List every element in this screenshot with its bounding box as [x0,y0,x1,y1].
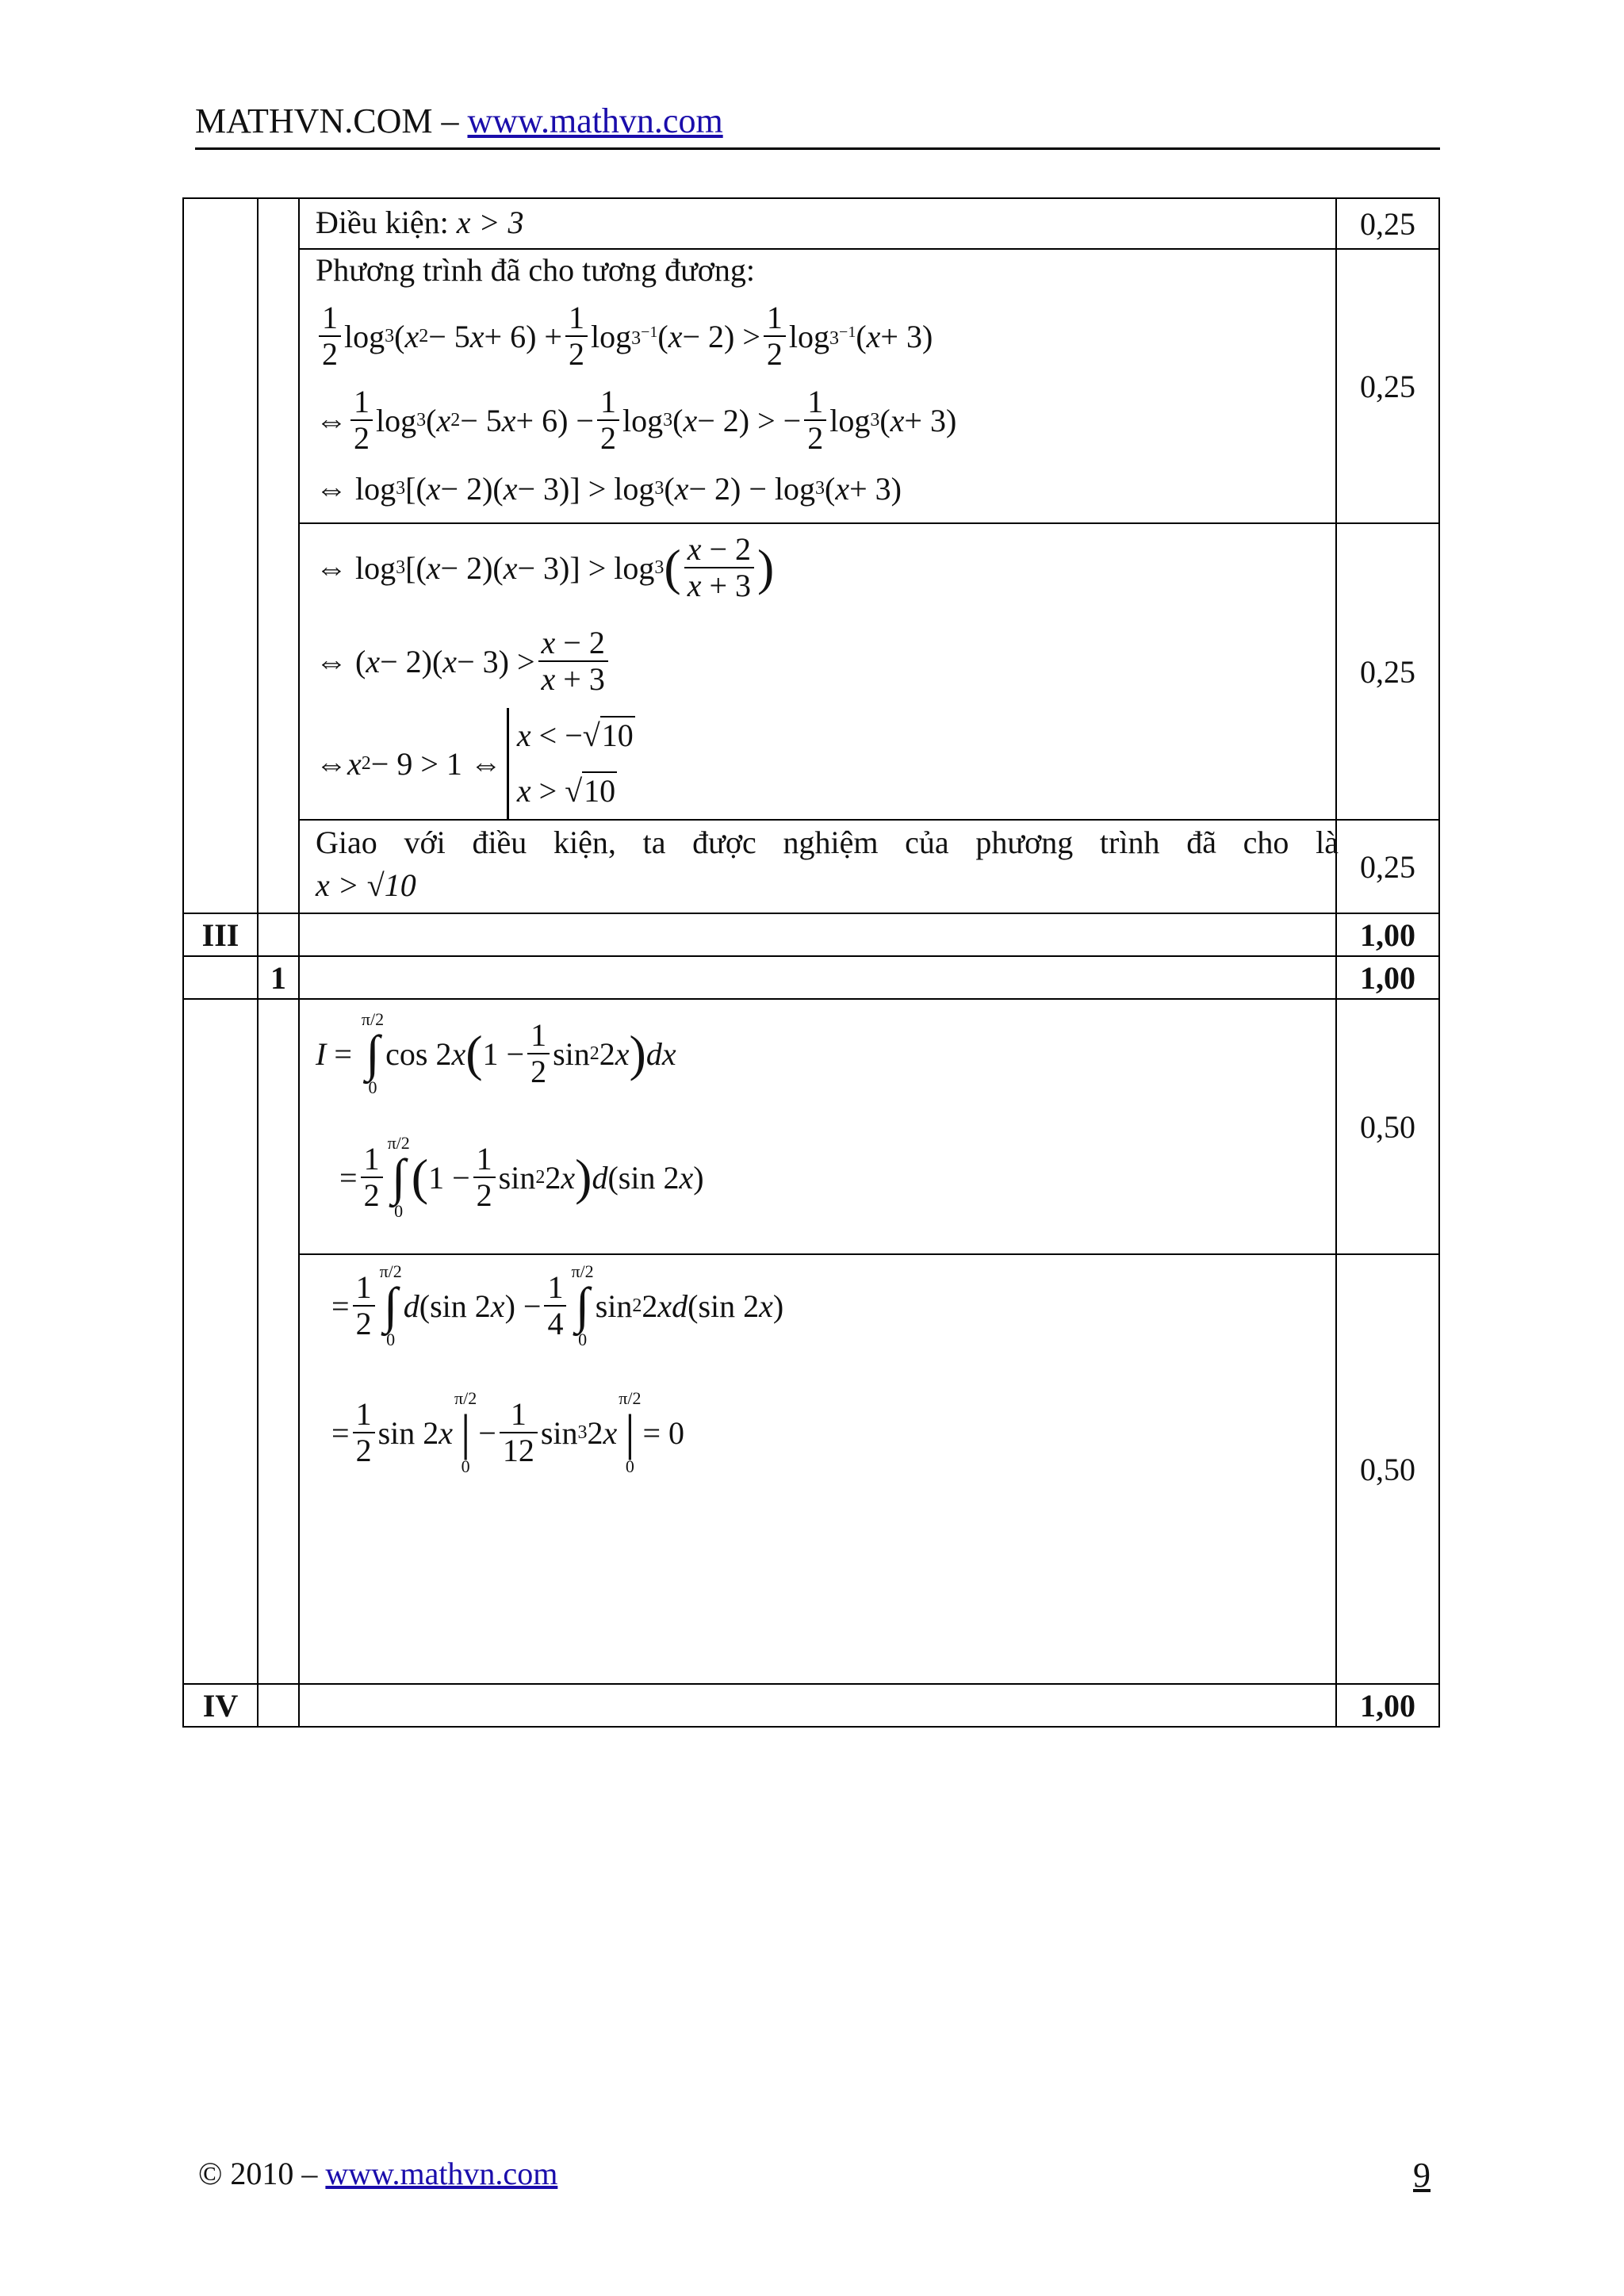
section-iii-score: 1,00 [1336,913,1439,956]
equation-line-2: ⇔ $\frac{1}{2}$ log 3 ( x 2 − 5 x + 6) − $\frac{1}{2}$ log 3 ( x − 2) > − $\frac{1}{2}$ log 3 ( x + 3) [316,384,957,456]
score-2: 0,25 [1336,249,1439,523]
answer-table [182,197,1440,1728]
section-cell [183,198,258,913]
score-3: 0,25 [1336,523,1439,820]
equation-line-4: ⇔ log 3 [( x − 2)( x − 3)] > log 3 ( $\frac{x - 2}{x + 3}$ ) [316,531,775,603]
integral-line-4: = $\frac{1}{2}$ sin 2 x π/2 | 0 − $\frac{1}{12}$ sin 3 2 x π/2 | 0 = 0 [331,1388,685,1476]
score-4: 0,25 [1336,820,1439,913]
section-iv-part [258,1684,299,1727]
score-5: 0,50 [1336,999,1439,1254]
condition-math: x > 3 [456,205,524,240]
equivalence-cell [299,249,1336,523]
part-1-content [299,956,1336,999]
part-1-label: 1 [258,956,299,999]
integral-cell-2 [299,1254,1336,1684]
part-cell [258,198,299,913]
equivalence-title: Phương trình đã cho tương đương: [316,252,756,288]
equation-line-1: $\frac{1}{2}$ log 3 ( x 2 − 5 x + 6) + $\frac{1}{2}$ log $3^{-1}$ ( x − 2) > $\frac{1}{2}$ log $3^{-1}$ ( x + 3) [316,300,933,372]
part-1-score: 1,00 [1336,956,1439,999]
section-iv-score: 1,00 [1336,1684,1439,1727]
conclusion-line-1: Giao với điều kiện, ta được nghiệm của phương trình đã cho là [316,825,1339,860]
equation-line-3: ⇔ log 3 [( x − 2)( x − 3)] > log 3 ( x − 2) − log 3 ( x + 3) [316,471,902,507]
section-iv-content [299,1684,1336,1727]
conclusion-line-2: x > √10 [316,867,416,903]
header-site-name: MATHVN.COM – [195,101,468,140]
condition-cell [299,198,1336,249]
integral-part-cell [258,999,299,1684]
integral-line-3: = $\frac{1}{2}$ π/2 ∫ 0 d (sin 2 x ) − $\frac{1}{4}$ π/2 ∫ 0 sin 2 2 xd (sin 2 x ) [331,1261,784,1349]
solution-cell [299,523,1336,820]
page-number: 9 [1413,2156,1431,2195]
page-footer [198,2155,557,2192]
integral-section-cell [183,999,258,1684]
equation-line-5: ⇔ ( x − 2)( x − 3) > $\frac{x - 2}{x + 3}$ [316,626,611,697]
score-1: 0,25 [1336,198,1439,249]
header-site [195,101,723,141]
header-link[interactable]: www.mathvn.com [467,101,723,140]
integral-line-1: I = π/2 ∫ 0 cos 2 x ( 1 − $\frac{1}{2}$ sin 2 2 x ) dx [316,1009,676,1097]
section-iii-label: III [183,913,258,956]
integral-cell-1 [299,999,1336,1254]
footer-link[interactable]: www.mathvn.com [325,2156,558,2191]
section-iii-part [258,913,299,956]
section-iii-content [299,913,1336,956]
equation-line-6: ⇔ x 2 − 9 > 1 ⇔ x < −√10 x > √10 [316,708,635,819]
section-iv-label: IV [183,1684,258,1727]
integral-line-2: = $\frac{1}{2}$ π/2 ∫ 0 ( 1 − $\frac{1}{2}$ sin 2 2 x ) d (sin 2 x ) [339,1133,704,1221]
condition-label: Điều kiện: [316,205,449,240]
footer-copyright: © 2010 – [198,2156,326,2191]
conclusion-cell [299,820,1339,913]
page-header [195,97,1440,150]
score-6: 0,50 [1336,1254,1439,1684]
part-1-section [183,956,258,999]
